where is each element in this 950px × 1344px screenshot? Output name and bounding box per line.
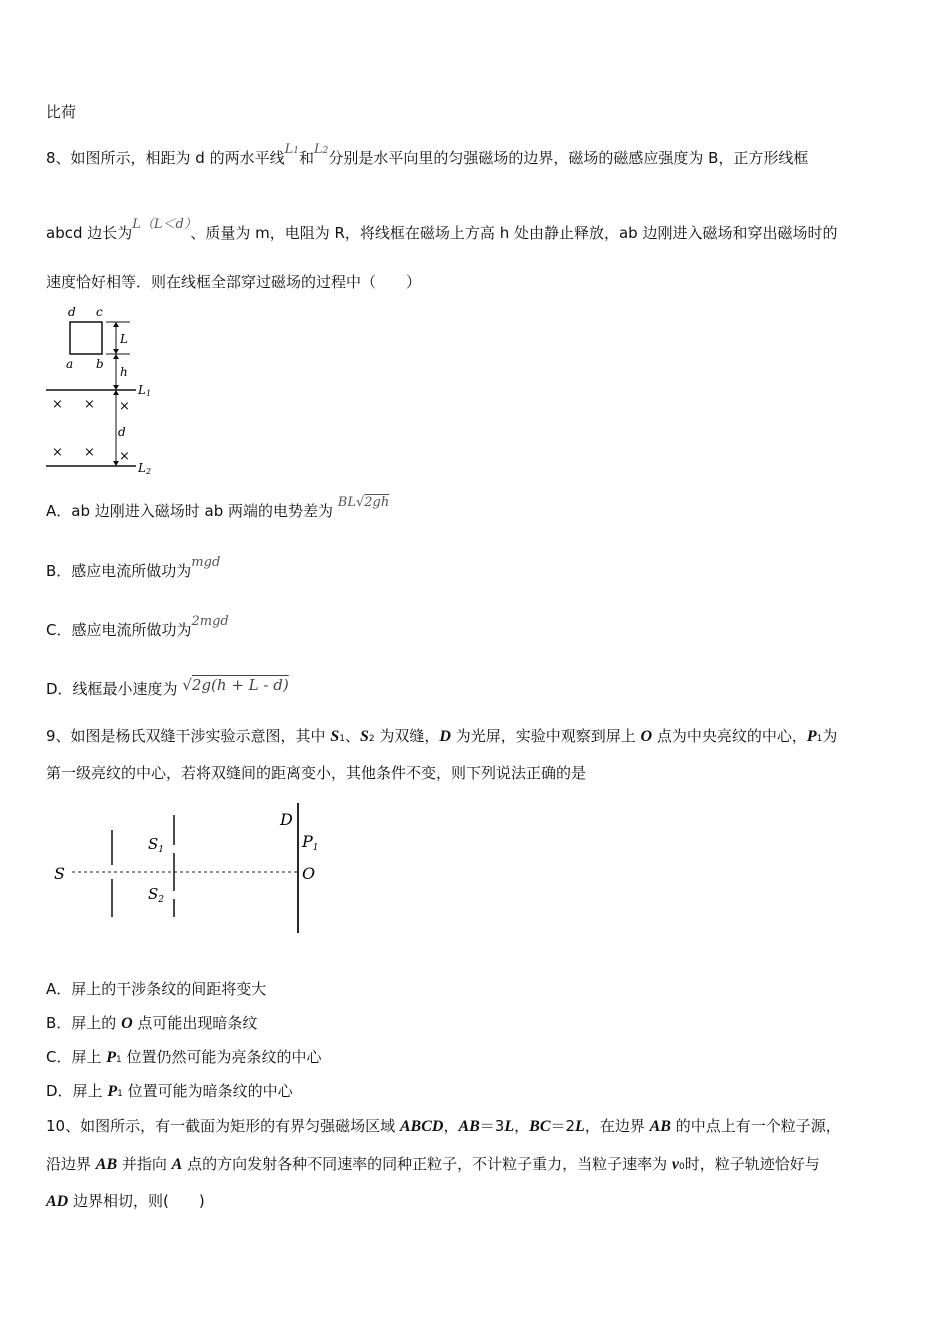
option-d-math: √2g(h + L - d)	[182, 676, 289, 694]
label-d-gap: d	[118, 425, 126, 439]
q9-line1: 9、如图是杨氏双缝干涉实验示意图，其中 S1、S2 为双缝，D 为光屏，实验中观察到屏上 O 点为中央亮纹的中心，P1为	[46, 727, 838, 745]
cross-3: ×	[119, 399, 130, 414]
q8-option-c: C．感应电流所做功为2mgd	[46, 614, 229, 639]
label-b: b	[96, 357, 104, 371]
label-O: O	[302, 864, 316, 883]
q9-option-b: B．屏上的 O 点可能出现暗条纹	[46, 1014, 258, 1032]
option-b-math: mgd	[191, 555, 221, 570]
l2-symbol: L2	[314, 142, 329, 157]
label-L2: L2	[138, 461, 152, 476]
q8-option-b: B．感应电流所做功为mgd	[46, 555, 221, 580]
q8-option-a: A．ab 边刚进入磁场时 ab 两端的电势差为 BL√2gh	[46, 495, 390, 520]
label-S2: $S_2$	[148, 885, 165, 905]
label-S1: $S_1$	[148, 835, 165, 855]
label-L1: L1	[138, 383, 152, 398]
label-S: S	[54, 864, 65, 883]
label-d: d	[68, 305, 76, 319]
cross-1: ×	[52, 397, 63, 412]
label-P1: P1	[302, 832, 319, 853]
q9-option-d: D．屏上 P1 位置可能为暗条纹的中心	[46, 1082, 293, 1100]
q9-figure	[40, 795, 340, 940]
label-h: h	[120, 365, 128, 379]
q10-line2: 沿边界 AB 并指向 A 点的方向发射各种不同速率的同种正粒子，不计粒子重力，当粒子速率为 v0时，粒子轨迹恰好与	[46, 1155, 820, 1173]
cross-4: ×	[52, 445, 63, 460]
label-L: L	[120, 332, 128, 346]
q10-line1: 10、如图所示，有一截面为矩形的有界匀强磁场区域 ABCD，AB＝3L，BC＝2L，在边界 AB 的中点上有一个粒子源，	[46, 1117, 841, 1135]
cross-6: ×	[119, 449, 130, 464]
option-c-math: 2mgd	[191, 614, 229, 629]
cross-5: ×	[84, 445, 95, 460]
q9-option-a: A．屏上的干涉条纹的间距将变大	[46, 980, 267, 998]
q8-line3: 速度恰好相等．则在线框全部穿过磁场的过程中（ ）	[46, 273, 422, 291]
option-a-math: BL√2gh	[337, 495, 390, 510]
q8-line1: 8、如图所示，相距为 d 的两水平线L1和L2分别是水平向里的匀强磁场的边界，磁场的磁感应强度为 B，正方形线框	[46, 142, 809, 167]
q10-line3: AD 边界相切，则( )	[46, 1192, 205, 1210]
q8-figure	[40, 300, 170, 480]
cross-2: ×	[84, 397, 95, 412]
l1-symbol: L1	[284, 142, 299, 157]
q9-option-c: C．屏上 P1 位置仍然可能为亮条纹的中心	[46, 1048, 322, 1066]
label-a: a	[66, 357, 74, 371]
top-label: 比荷	[46, 103, 77, 121]
label-c: c	[96, 305, 103, 319]
q8-line2: abcd 边长为L（L＜d）、质量为 m，电阻为 R，将线框在磁场上方高 h 处由静止释放，ab 边刚进入磁场和穿出磁场时的	[46, 217, 838, 242]
label-D: D	[280, 810, 293, 829]
q9-line2: 第一级亮纹的中心，若将双缝间的距离变小，其他条件不变，则下列说法正确的是	[46, 764, 587, 782]
q8-option-d: D．线框最小速度为 √2g(h + L - d)	[46, 676, 289, 698]
side-expression: L（L＜d）	[132, 217, 191, 232]
